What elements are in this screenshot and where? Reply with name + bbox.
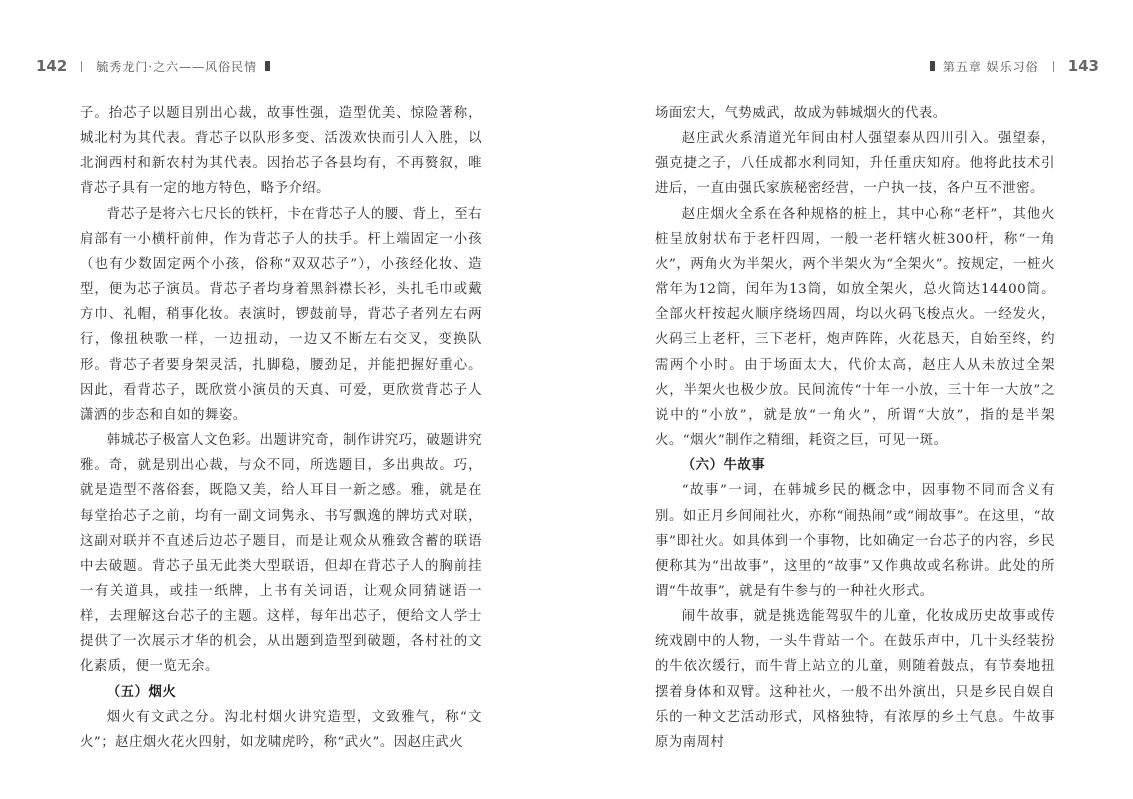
left-page [0,0,566,799]
right-page [566,0,1133,799]
right-page-number: 143 [1067,57,1099,75]
right-page-body [655,101,1055,755]
header-block-mark-icon [930,61,935,71]
paragraph: 烟火有文武之分。沟北村烟火讲究造型，文致雅气，称“文火”；赵庄烟火花火四射，如龙啸虎吟，称“武火”。因赵庄武火 [80,709,482,750]
left-page-header [36,56,278,76]
left-header-title: 毓秀龙门·之六——风俗民情 [96,59,258,74]
header-separator [81,61,82,72]
right-page-header [922,56,1099,76]
header-block-mark-icon [265,61,270,71]
paragraph: 韩城芯子极富人文色彩。出题讲究奇，制作讲究巧，破题讲究雅。奇，就是别出心裁，与众不同，所选题目，多出典故。巧，就是造型不落俗套，既隐又美，给人耳目一新之感。雅，就是在每堂抬芯子之前，均有一副文词隽永、书写飘逸的牌坊式对联，这副对联并不直述后边芯子题目，而是让观众从雅致含蓄的联语中去破题。背芯子虽无此类大型联语，但却在背芯子人的胸前挂一有关道具，或挂一纸牌，上书有关词语，让观众同猜谜语一样，去理解这台芯子的主题。这样，每年出芯子，便给文人学士提供了一次展示才华的机会，从出题到造型到破题，各村社的文化素质，便一览无余。 [80,433,482,675]
paragraph: 闹牛故事，就是挑选能驾驭牛的儿童，化妆成历史故事或传统戏剧中的人物，一头牛背站一个。在鼓乐声中，几十头经装扮的牛依次缓行，而牛背上站立的儿童，则随着鼓点，有节奏地扭摆着身体和双臂。这种社火，一般不出外演出，只是乡民自娱自乐的一种文艺活动形式，风格独特，有浓厚的乡土气息。牛故事原为南周村 [655,609,1055,750]
paragraph: 场面宏大，气势威武，故成为韩城烟火的代表。 [655,106,947,121]
right-header-title: 第五章 娱乐习俗 [942,59,1039,74]
left-page-body [80,101,482,755]
paragraph: 赵庄武火系清道光年间由村人强望泰从四川引入。强望泰，强克捷之子，八任成都水利同知，升任重庆知府。他将此技术引进后，一直由强氏家族秘密经营，一户执一技，各户互不泄密。 [655,131,1055,197]
section-heading: （六）牛故事 [681,457,766,474]
paragraph: 子。抬芯子以题目别出心裁，故事性强，造型优美、惊险著称，城北村为其代表。背芯子以队形多变、活泼欢快而引人入胜，以北涧西村和新农村为其代表。因抬芯子各县均有，不再赘叙，唯背芯子具有一定的地方特色，略予介绍。 [80,106,482,197]
paragraph: 赵庄烟火全系在各种规格的桩上，其中心称“老杆”，其他火桩呈放射状布于老杆四周，一般一老杆辖火桩300杆，称“一角火”，两角火为半架火，两个半架火为“全架火”。按规定，一桩火常年为12筒，闰年为13筒，如放全架火，总火筒达14400筒。全部火杆按起火顺序绕场四周，均以火码飞梭点火。一经发火，火码三上老杆，三下老杆，炮声阵阵，火花恳天，自始至终，约需两个小时。由于场面太大，代价太高，赵庄人从未放过全架火，半架火也极少放。民间流传“十年一小放，三十年一大放”之说中的“小放”，就是放“一角火”，所谓“大放”，指的是半架火。“烟火”制作之精细，耗资之巨，可见一斑。 [655,206,1055,449]
paragraph: “故事”一词，在韩城乡民的概念中，因事物不同而含义有别。如正月乡间闹社火，亦称“闹热闹”或“闹故事”。在这里，“故事”即社火。如具体到一个事物，比如确定一台芯子的内容，乡民便称其为“出故事”，这里的“故事”又作典故或名称讲。此处的所谓“牛故事”，就是有牛参与的一种社火形式。 [655,483,1055,599]
paragraph: 背芯子是将六七尺长的铁杆，卡在背芯子人的腰、背上，至右肩部有一小横杆前伸，作为背芯子人的扶手。杆上端固定一小孩（也有少数固定两个小孩，俗称“双双芯子”），小孩经化妆、造型，便为芯子演员。背芯子者均身着黑斜襟长衫，头扎毛巾或戴方巾、礼帽，稍事化妆。表演时，锣鼓前导，背芯子者列左右两行，像扭秧歌一样，一边扭动，一边又不断左右交叉，变换队形。背芯子者要身架灵活，扎脚稳，腰劲足，并能把握好重心。因此，看背芯子，既欣赏小演员的天真、可爱，更欣赏背芯子人潇洒的步态和自如的舞姿。 [80,206,482,423]
section-heading: （五）烟火 [106,683,177,700]
left-page-number: 142 [36,57,68,75]
header-separator [1053,61,1054,72]
